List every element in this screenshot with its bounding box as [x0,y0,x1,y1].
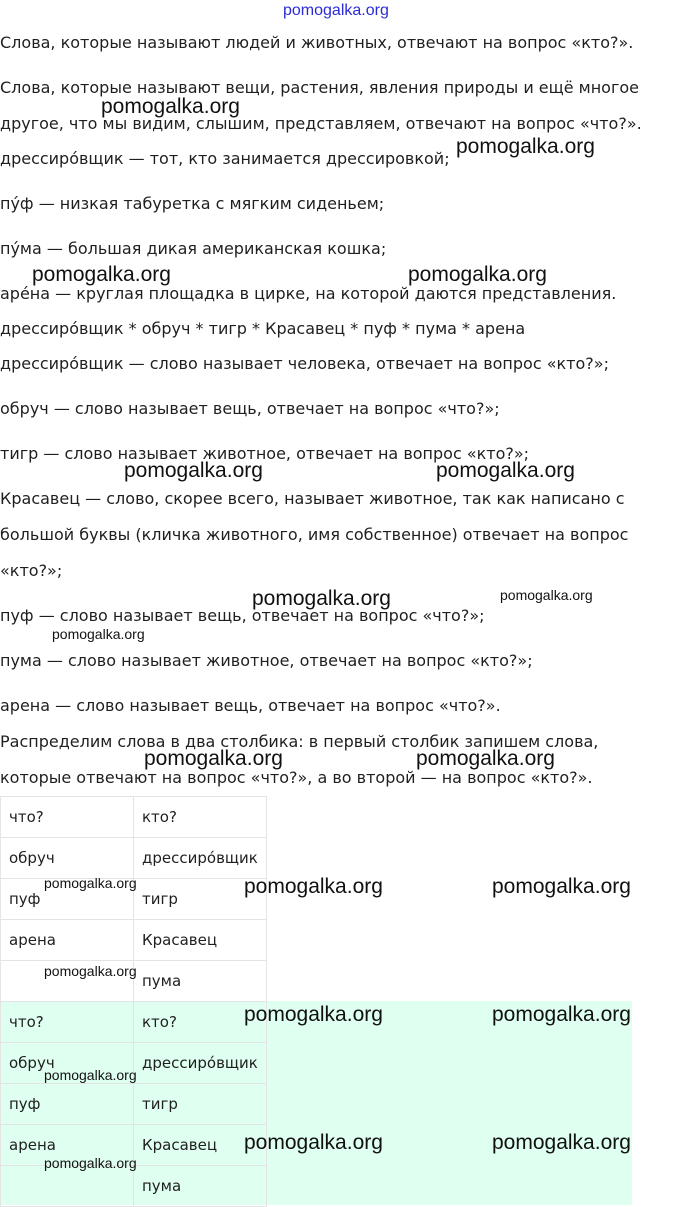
answer-item: пуф — слово называет вещь, отвечает на вопрос «что?»; [0,606,485,625]
column-header-what: что? [1,797,134,838]
definition-item: пу́ф — низкая табуретка с мягким сиденьем; [0,194,385,213]
watermark: pomogalka.org [44,963,137,979]
table-cell: обруч [1,838,134,879]
site-link[interactable]: pomogalka.org [283,2,389,19]
table-cell: пума [134,1166,267,1207]
paragraph: которые отвечают на вопрос «что?», а во второй — на вопрос «кто?». [0,768,593,787]
watermark: pomogalka.org [32,263,171,286]
table-cell: Красавец [134,1125,267,1166]
answer-item: пума — слово называет животное, отвечает на вопрос «кто?»; [0,651,533,670]
definition-item: пу́ма — большая дикая американская кошка; [0,239,387,258]
watermark: pomogalka.org [44,875,137,891]
word-list: дрессиро́вщик * обруч * тигр * Красавец * пуф * пума * арена [0,319,526,338]
answer-item: тигр — слово называет животное, отвечает на вопрос «кто?»; [0,444,530,463]
watermark: pomogalka.org [492,1003,631,1026]
answer-table-highlighted [0,1001,267,1207]
table-cell: арена [1,1125,134,1166]
table-header-row [1,1002,267,1043]
watermark: pomogalka.org [492,875,631,898]
table-cell: пуф [1,879,134,920]
definition-item: аре́на — круглая площадка в цирке, на которой даются представления. [0,284,617,303]
table-cell: арена [1,920,134,961]
watermark: pomogalka.org [244,1003,383,1026]
paragraph: Слова, которые называют вещи, растения, явления природы и ещё многое [0,78,640,97]
table-cell: обруч [1,1043,134,1084]
table-row [1,920,267,961]
table-row [1,1166,267,1207]
answer-item: большой буквы (кличка животного, имя собственное) отвечает на вопрос [0,525,629,544]
paragraph: Распределим слова в два столбика: в первый столбик запишем слова, [0,732,599,751]
watermark: pomogalka.org [416,747,555,770]
watermark: pomogalka.org [252,587,391,610]
table-cell: тигр [134,1084,267,1125]
watermark: pomogalka.org [244,875,383,898]
answer-item: «кто?»; [0,561,63,580]
watermark: pomogalka.org [101,95,240,118]
watermark: pomogalka.org [456,135,595,158]
table-cell: Красавец [134,920,267,961]
table-cell: дрессиро́вщик [134,838,267,879]
table-cell [1,1166,134,1207]
watermark: pomogalka.org [492,1131,631,1154]
table-header-row [1,797,267,838]
watermark: pomogalka.org [52,626,145,642]
table-cell: тигр [134,879,267,920]
column-header-what: что? [1,1002,134,1043]
definition-item: дрессиро́вщик — тот, кто занимается дрессировкой; [0,149,450,168]
table-row [1,838,267,879]
column-header-who: кто? [134,1002,267,1043]
answer-item: арена — слово называет вещь, отвечает на вопрос «что?». [0,696,501,715]
answer-item: дрессиро́вщик — слово называет человека, отвечает на вопрос «кто?»; [0,354,609,373]
watermark: pomogalka.org [436,459,575,482]
table-cell: дрессиро́вщик [134,1043,267,1084]
answer-item: Красавец — слово, скорее всего, называет животное, так как написано с [0,489,625,508]
table-row [1,1084,267,1125]
watermark: pomogalka.org [44,1155,137,1171]
watermark: pomogalka.org [144,747,283,770]
watermark: pomogalka.org [44,1067,137,1083]
answer-item: обруч — слово называет вещь, отвечает на вопрос «что?»; [0,399,500,418]
watermark: pomogalka.org [244,1131,383,1154]
table-cell: пуф [1,1084,134,1125]
table-cell: пума [134,961,267,1002]
column-header-who: кто? [134,797,267,838]
paragraph: Слова, которые называют людей и животных, отвечают на вопрос «кто?». [0,33,634,52]
paragraph: другое, что мы видим, слышим, представляем, отвечают на вопрос «что?». [0,114,642,133]
watermark: pomogalka.org [124,459,263,482]
watermark: pomogalka.org [408,263,547,286]
watermark: pomogalka.org [500,587,593,603]
